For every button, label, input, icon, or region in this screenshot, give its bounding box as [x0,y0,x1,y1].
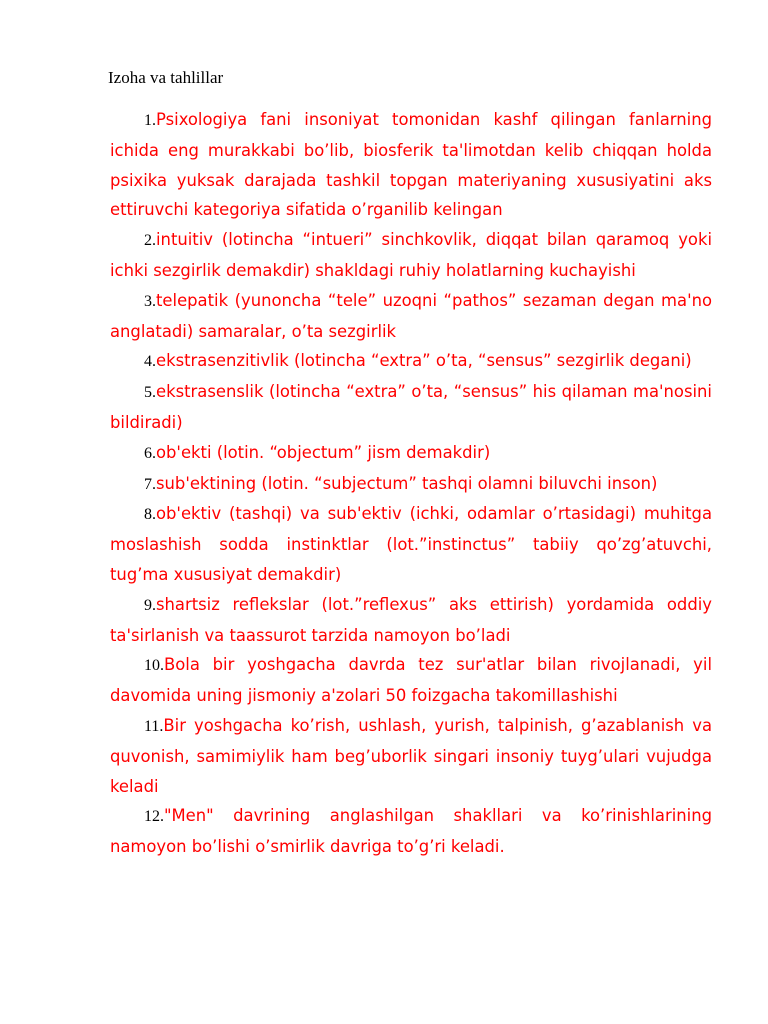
item-text: Bola bir yoshgacha davrda tez sur'atlar bilan rivojlanadi, yil davomida uning jismoniy a'zolari 50 foizgacha takomillashishi [110,655,712,706]
item-text: telepatik (yunoncha “tele” uzoqni “pathos” sezaman degan ma'no anglatadi) samaralar, o’ta sezgirlik [110,290,712,341]
item-text: ob'ekti (lotin. “objectum” jism demakdir) [156,442,491,462]
item-number: 9. [144,596,156,614]
item-text: ekstrasenzitivlik (lotincha “extra” o’ta, “sensus” sezgirlik degani) [156,351,692,371]
item-number: 10. [144,657,164,675]
list-item [110,377,712,438]
item-text: intuitiv (lotincha “intueri” sinchkovlik, diqqat bilan qaramoq yoki ichki sezgirlik demakdir) shakldagi ruhiy holatlarning kuchayishi [110,230,712,280]
list-item [110,469,712,500]
item-text: ob'ektiv (tashqi) va sub'ektiv (ichki, odamlar o’rtasidagi) muhitga moslashish sodda instinktlar (lot.”instinctus” tabiiy qo’zg’atuvchi, tug’ma xususiyat demakdir) [110,504,712,584]
list-item [110,286,712,347]
item-number: 1. [144,112,156,129]
list-item [110,438,712,469]
item-text: shartsiz reflekslar (lot.”reflexus” aks ettirish) yordamida oddiy ta'sirlanish va taassurot tarzida namoyon bo’ladi [110,594,712,645]
list-item [110,590,712,651]
item-number: 4. [144,353,156,371]
item-number: 8. [144,506,156,524]
list-item [110,105,712,225]
item-text: Bir yoshgacha ko’rish, ushlash, yurish, talpinish, g’azablanish va quvonish, samimiylik ham beg’uborlik singari insoniy tuyg’ulari vujudga keladi [110,715,712,796]
item-text: Psixologiya fani insoniyat tomonidan kashf qilingan fanlarning ichida eng murakkabi bo’lib, biosferik ta'limotdan kelib chiqqan holda psixika yuksak darajada tashkil topgan materiyaning xususiyatini aks ettiruvchi kategoriya sifatida o’rganilib kelingan [110,110,712,220]
item-text: sub'ektining (lotin. “subjectum” tashqi olamni biluvchi inson) [156,473,658,493]
list-item [110,650,712,711]
list-item [110,801,712,862]
list-item [110,499,712,589]
list-item [110,225,712,286]
page-title: Izoha va tahlillar [108,68,224,87]
item-number: 6. [144,444,156,462]
list-item [110,711,712,801]
item-number: 3. [144,292,156,310]
notes-list [110,105,712,862]
list-item [110,346,712,377]
item-text: ekstrasenslik (lotincha “extra” o’ta, “sensus” his qilaman ma'nosini bildiradi) [110,382,712,432]
item-number: 2. [144,232,156,250]
item-number: 5. [144,384,156,402]
item-number: 12. [144,808,164,826]
item-text: "Men" davrining anglashilgan shakllari va ko’rinishlarining namoyon bo’lishi o’smirlik davriga to’g’ri keladi. [110,806,712,857]
item-number: 11. [144,717,164,735]
item-number: 7. [144,475,156,493]
